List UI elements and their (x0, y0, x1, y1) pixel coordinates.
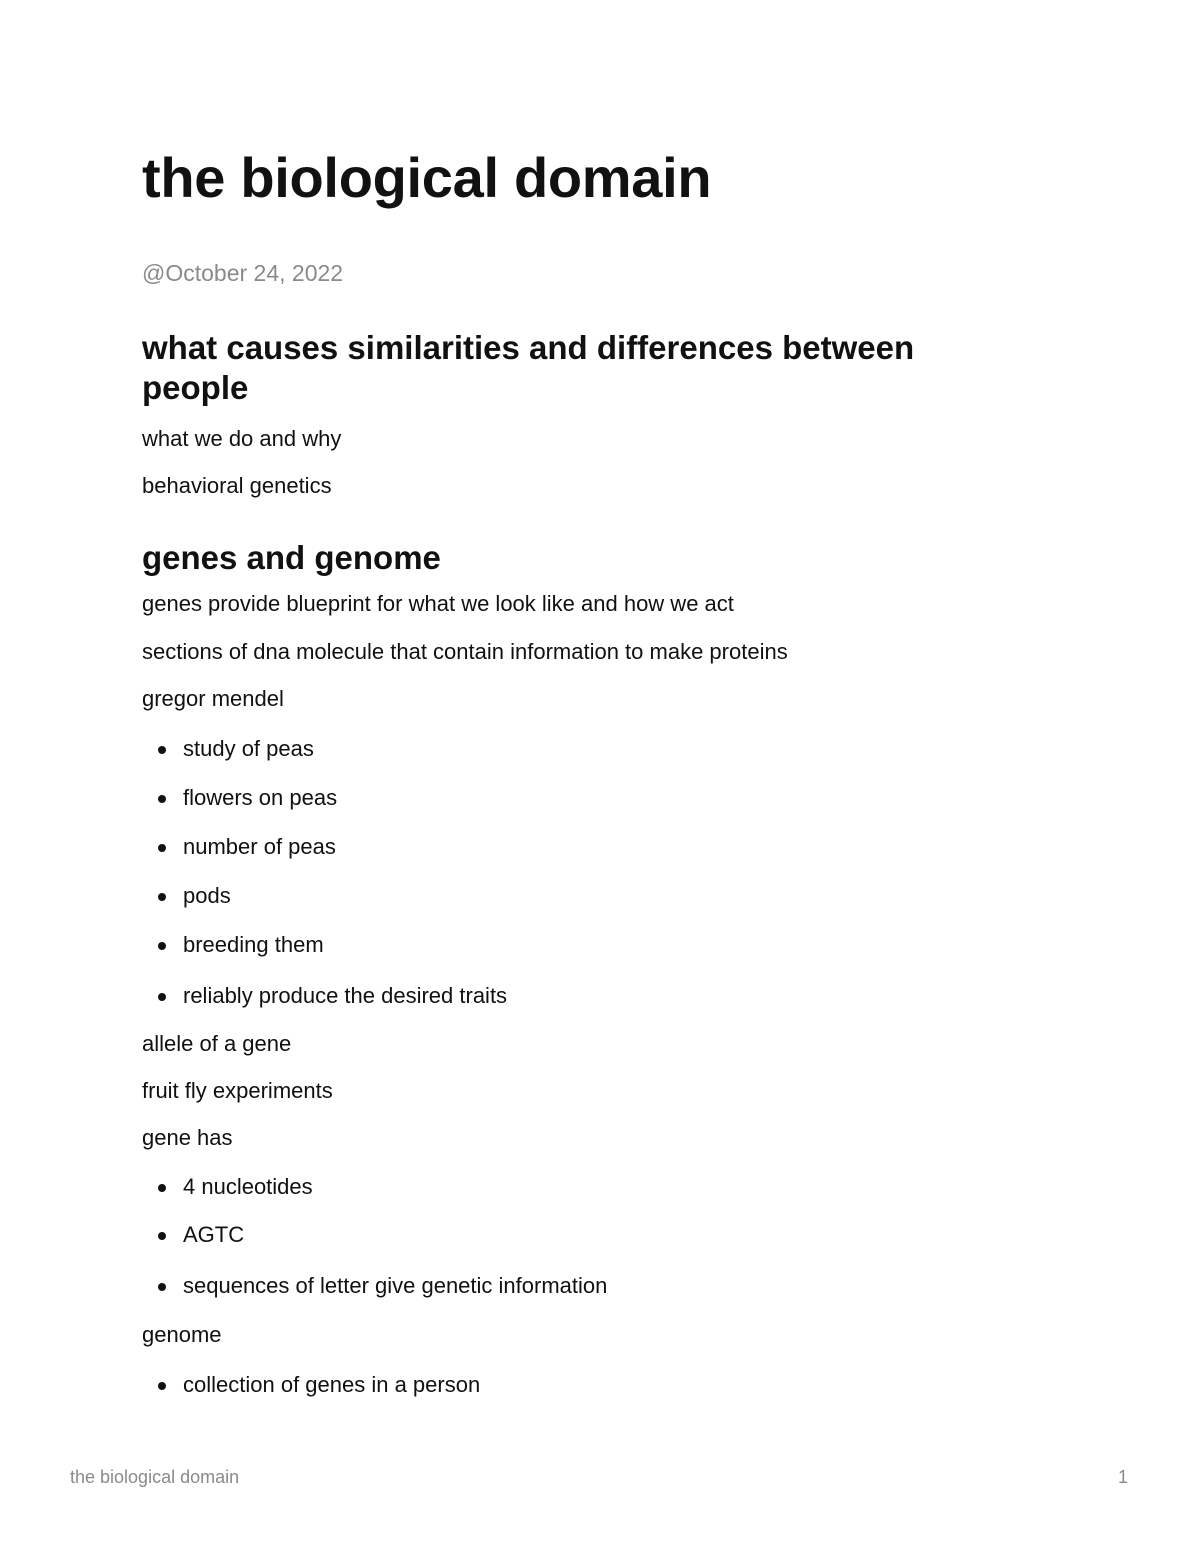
bullet-icon (158, 1184, 166, 1192)
bullet-icon (158, 1283, 166, 1291)
list-item (142, 832, 1042, 862)
bullet-icon (158, 993, 166, 1001)
bullet-icon (158, 893, 166, 901)
text-line: allele of a gene (142, 1031, 292, 1056)
list-item (142, 1271, 1042, 1301)
section-heading-genes: genes and genome (142, 539, 441, 576)
section-heading-causes: what causes similarities and differences between people (142, 329, 915, 406)
text-line: fruit fly experiments (142, 1078, 333, 1103)
gene-list (142, 1172, 1042, 1301)
bullet-icon (158, 795, 166, 803)
mendel-list (142, 734, 1042, 1011)
list-item-text: flowers on peas (183, 785, 338, 810)
list-item-text: study of peas (183, 736, 314, 761)
list-item (142, 981, 1042, 1011)
list-item-text: breeding them (183, 932, 324, 957)
text-line: sections of dna molecule that contain information to make proteins (142, 639, 788, 664)
genome-list (142, 1370, 1042, 1400)
text-line: what we do and why (142, 426, 342, 451)
list-item (142, 783, 1042, 813)
bullet-icon (158, 1382, 166, 1390)
text-line: genome (142, 1322, 222, 1347)
list-item-text: pods (183, 883, 231, 908)
list-item (142, 930, 1042, 960)
text-line: behavioral genetics (142, 473, 332, 498)
list-item-text: number of peas (183, 834, 336, 859)
page-title: the biological domain (142, 146, 712, 209)
bullet-icon (158, 746, 166, 754)
text-line: genes provide blueprint for what we look like and how we act (142, 591, 734, 616)
list-item-text: 4 nucleotides (183, 1174, 313, 1199)
page-date: @October 24, 2022 (142, 260, 344, 286)
list-item (142, 1172, 1042, 1202)
list-item-text: reliably produce the desired traits (183, 983, 508, 1008)
list-item-text: sequences of letter give genetic information (183, 1273, 608, 1298)
list-item (142, 1220, 1042, 1250)
bullet-icon (158, 942, 166, 950)
list-item (142, 1370, 1042, 1400)
page-content (142, 328, 1042, 1400)
list-item-text: collection of genes in a person (183, 1372, 481, 1397)
text-line: gene has (142, 1125, 233, 1150)
bullet-icon (158, 844, 166, 852)
list-item-text: AGTC (183, 1222, 245, 1247)
list-item (142, 734, 1042, 764)
footer-title: the biological domain (70, 1467, 240, 1487)
list-item (142, 881, 1042, 911)
page-number: 1 (1117, 1467, 1128, 1487)
text-line: gregor mendel (142, 686, 284, 711)
bullet-icon (158, 1232, 166, 1240)
